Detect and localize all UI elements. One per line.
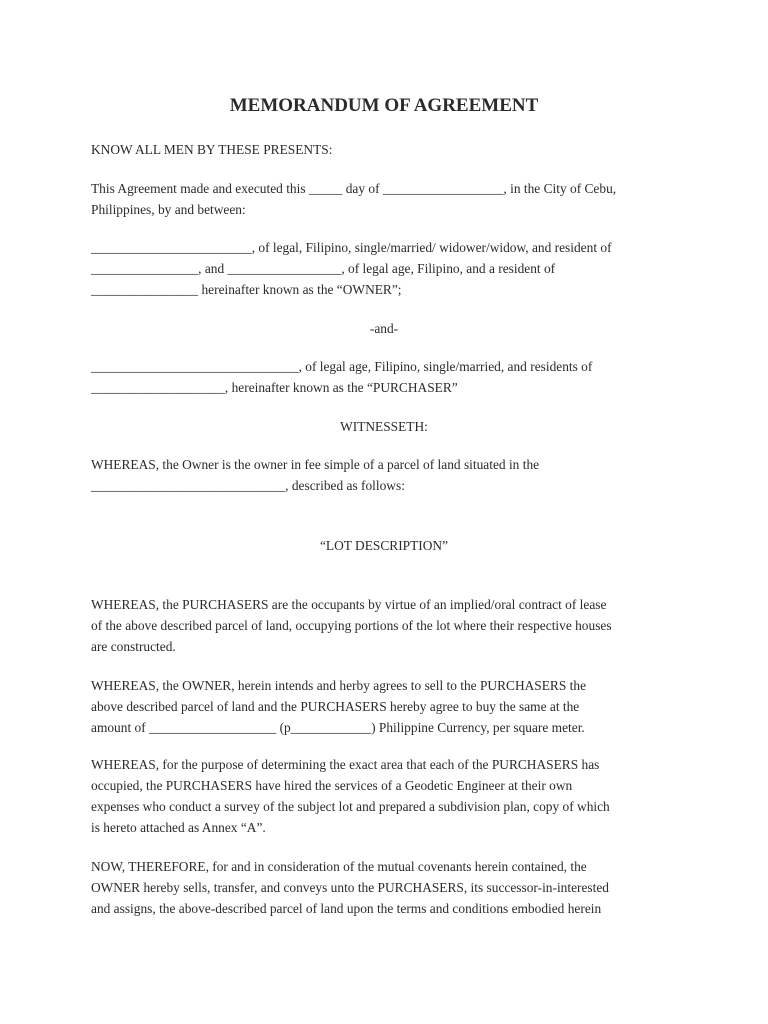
- paragraph-line: occupied, the PURCHASERS have hired the services of a Geodetic Engineer at their own: [91, 778, 573, 793]
- lot-description-heading: “LOT DESCRIPTION”: [319, 538, 449, 553]
- paragraph-line: Philippines, by and between:: [91, 202, 246, 217]
- agreement-made-paragraph: [91, 178, 681, 220]
- witnesseth-heading: WITNESSETH:: [340, 419, 428, 434]
- whereas-owner-paragraph: [91, 454, 681, 496]
- paragraph-line: WHEREAS, the Owner is the owner in fee simple of a parcel of land situated in the: [91, 457, 540, 472]
- owner-party-paragraph: [91, 237, 681, 300]
- paragraph-line: ________________, and _________________, of legal age, Filipino, and a resident of: [91, 261, 556, 276]
- now-therefore-paragraph: [91, 856, 681, 919]
- paragraph-line: This Agreement made and executed this _____ day of __________________, in the City of Cebu,: [91, 181, 617, 196]
- paragraph-line: WHEREAS, the PURCHASERS are the occupants by virtue of an implied/oral contract of lease: [91, 597, 607, 612]
- intro-text: KNOW ALL MEN BY THESE PRESENTS:: [91, 142, 333, 157]
- paragraph-line: OWNER hereby sells, transfer, and conveys unto the PURCHASERS, its successor-in-interested: [91, 880, 609, 895]
- paragraph-line: expenses who conduct a survey of the subject lot and prepared a subdivision plan, copy of which: [91, 799, 610, 814]
- paragraph-line: NOW, THEREFORE, for and in consideration of the mutual covenants herein contained, the: [91, 859, 587, 874]
- paragraph-line: are constructed.: [91, 639, 176, 654]
- purchaser-party-paragraph: [91, 356, 681, 398]
- paragraph-line: _______________________________, of legal age, Filipino, single/married, and residents of: [91, 359, 593, 374]
- whereas-occupants-paragraph: [91, 594, 681, 657]
- and-separator: -and-: [369, 321, 399, 336]
- paragraph-line: and assigns, the above-described parcel of land upon the terms and conditions embodied herein: [91, 901, 602, 916]
- whereas-sell-paragraph: [91, 675, 681, 738]
- paragraph-line: of the above described parcel of land, occupying portions of the lot where their respective houses: [91, 618, 612, 633]
- paragraph-line: above described parcel of land and the PURCHASERS hereby agree to buy the same at the: [91, 699, 580, 714]
- paragraph-line: WHEREAS, for the purpose of determining the exact area that each of the PURCHASERS has: [91, 757, 600, 772]
- paragraph-line: amount of ___________________ (p____________) Philippine Currency, per square meter.: [91, 720, 585, 735]
- paragraph-line: ________________ hereinafter known as the “OWNER”;: [91, 282, 402, 297]
- paragraph-line: is hereto attached as Annex “A”.: [91, 820, 266, 835]
- paragraph-line: ____________________, hereinafter known as the “PURCHASER”: [91, 380, 458, 395]
- document-title: MEMORANDUM OF AGREEMENT: [229, 95, 539, 116]
- paragraph-line: _____________________________, described as follows:: [91, 478, 405, 493]
- paragraph-line: ________________________, of legal, Filipino, single/married/ widower/widow, and resident of: [91, 240, 612, 255]
- paragraph-line: WHEREAS, the OWNER, herein intends and herby agrees to sell to the PURCHASERS the: [91, 678, 587, 693]
- whereas-survey-paragraph: [91, 754, 681, 838]
